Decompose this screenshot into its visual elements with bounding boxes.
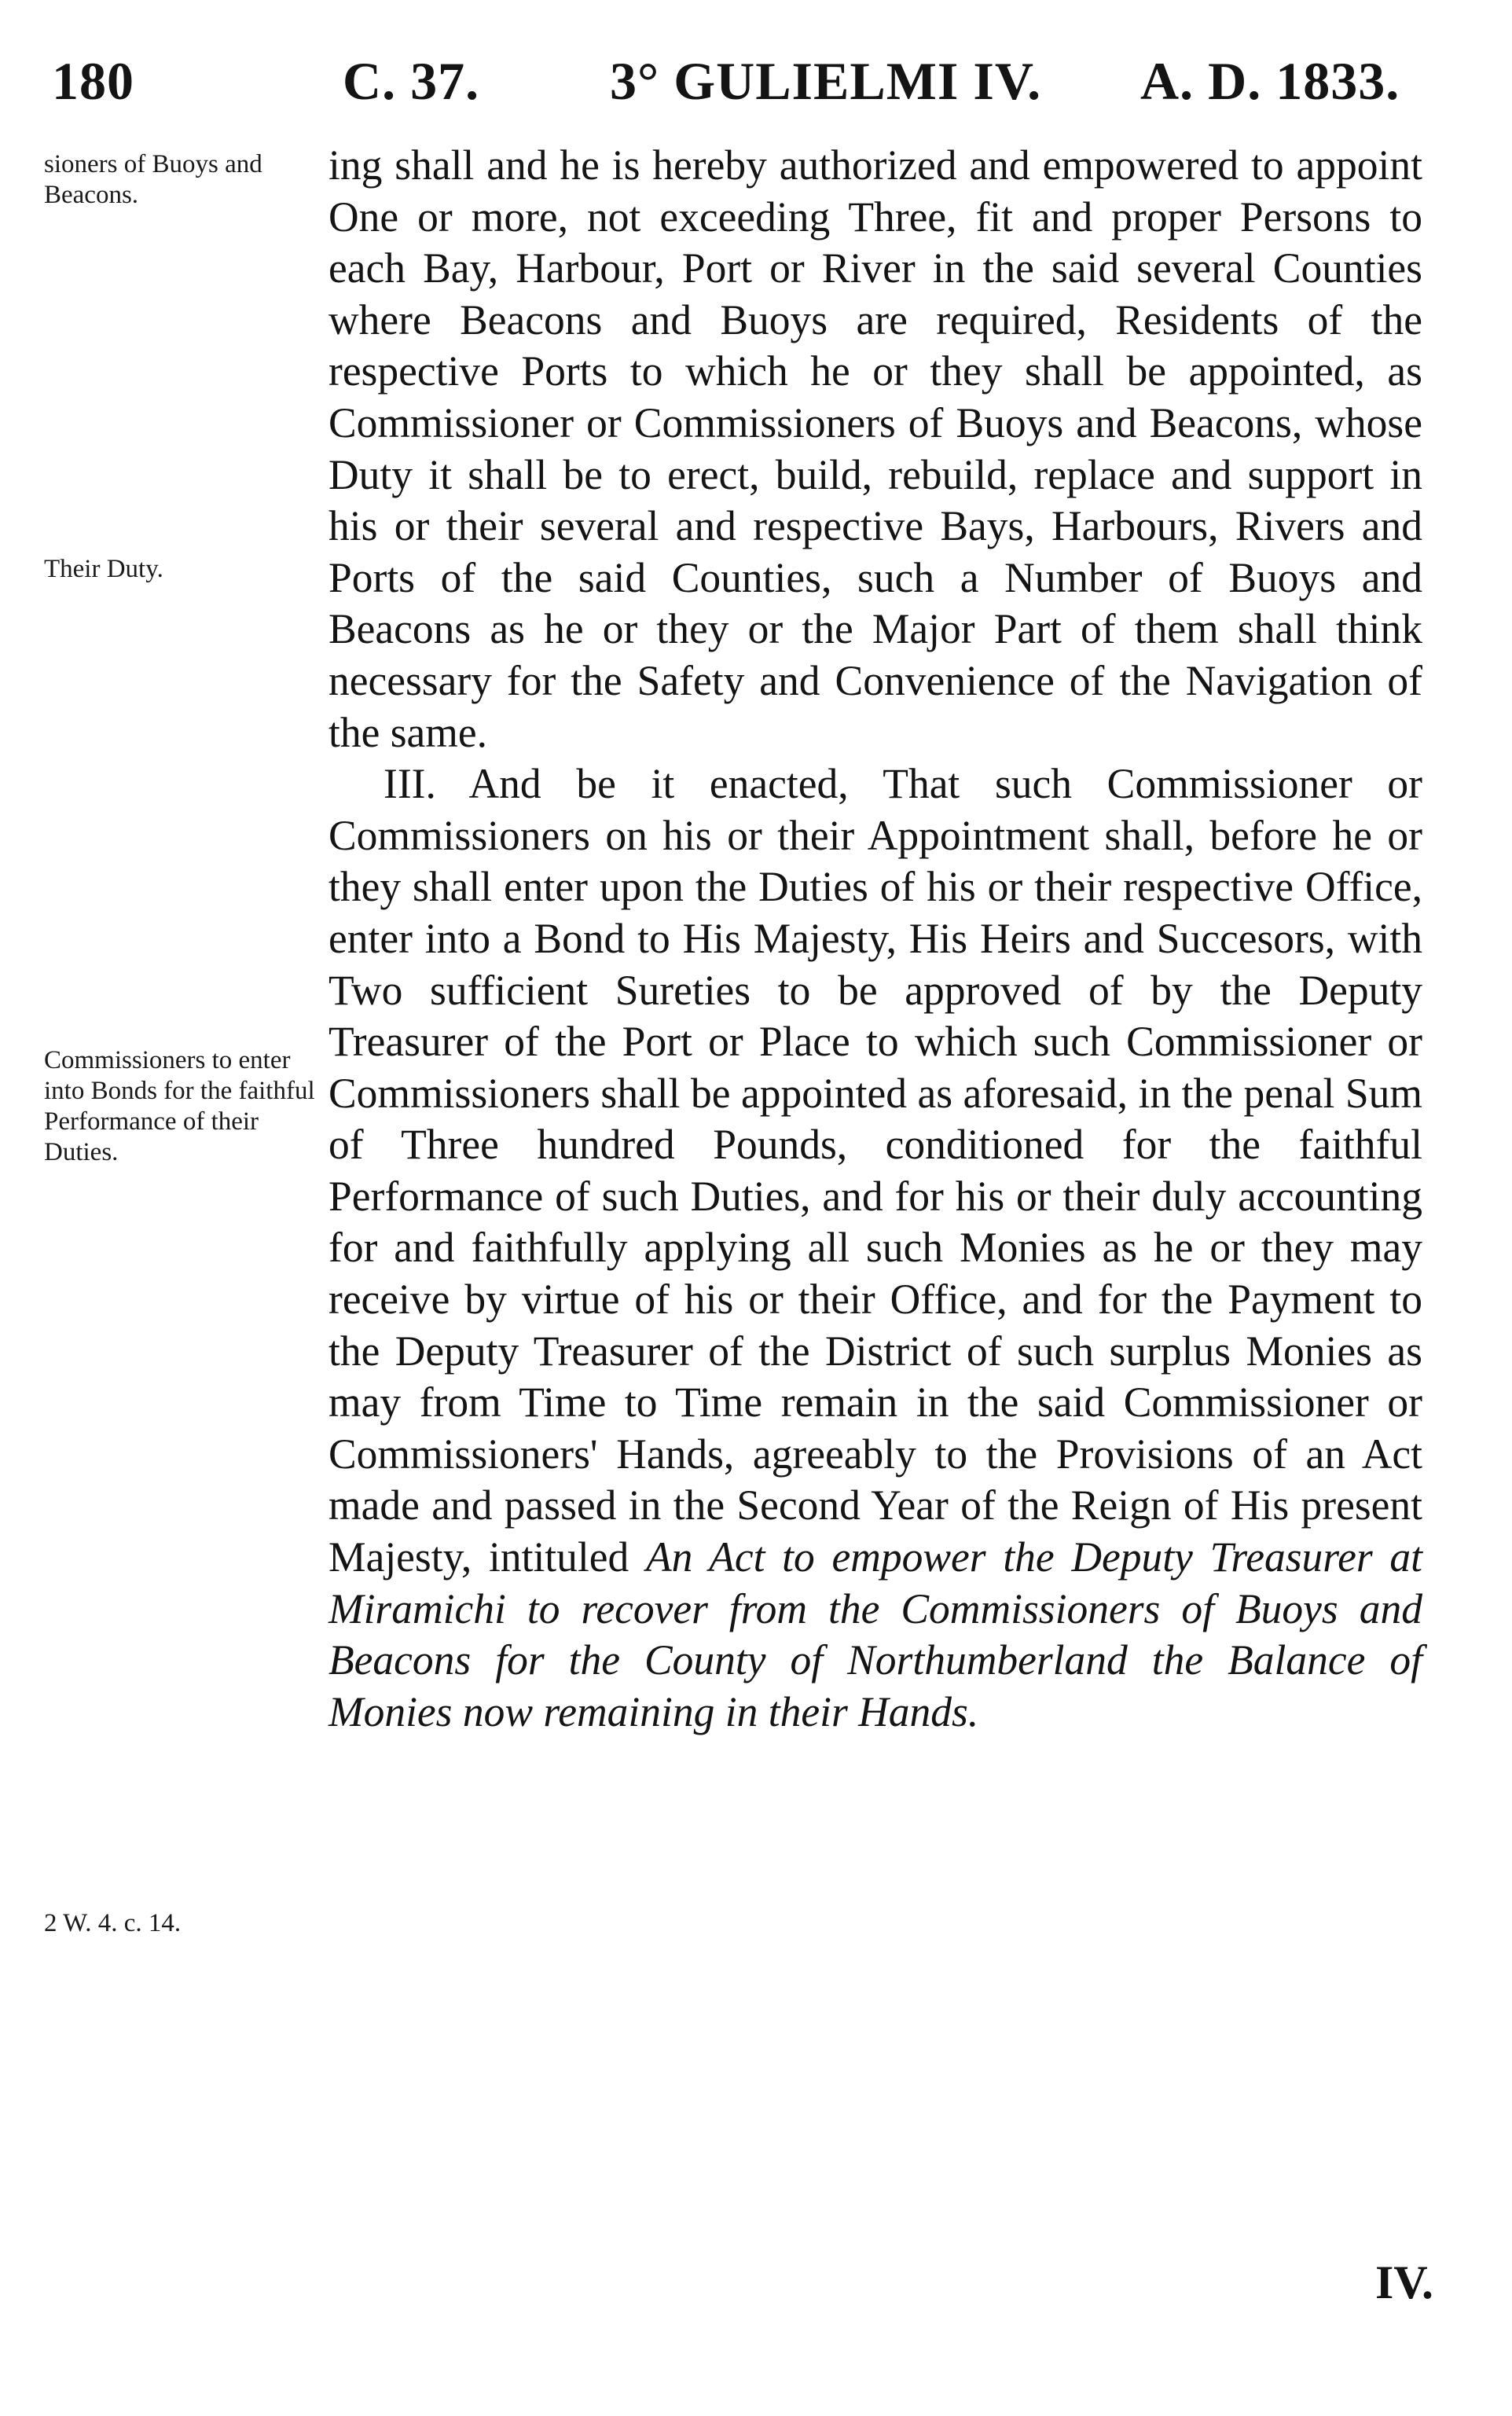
chapter-number: C. 37. xyxy=(343,51,480,111)
running-header xyxy=(44,46,1451,116)
calendar-year: A. D. 1833. xyxy=(1140,51,1400,111)
margin-note-bonds: Commissioners to enter into Bonds for the faithful Performance of their Duties. xyxy=(44,1046,315,1166)
section-iii-text: III. And be it enacted, That such Commissioner or Commissioners on his or their Appointment shall, before he or they shall enter upon the Duties of his or their respective Office, enter into a Bond to His Majesty, His Heirs and Succesors, with Two sufficient Sureties to be approved of by the Deputy Treasurer of the Port or Place to which such Commissioner or Commissioners shall be appointed as aforesaid, in the penal Sum of Three hundred Pounds, conditioned for the faithful Performance of such Duties, and for his or their duly accounting for and faithfully applying all such Monies as he or they may receive by virtue of his or their Office, and for the Payment to the Deputy Treasurer of the District of such surplus Monies as may from Time to Time remain in the said Commissioner or Commissioners' Hands, agreeably to the Provisions of an Act made and passed in the Second Year of the Reign of His present Majesty, intituled xyxy=(328,760,1422,1581)
margin-note-citation: 2 W. 4. c. 14. xyxy=(44,1909,182,1937)
paragraph-section-iii xyxy=(328,758,1422,1738)
catchword: IV. xyxy=(1375,2256,1433,2308)
page-number: 180 xyxy=(52,51,134,111)
paragraph-continuation: ing shall and he is hereby authorized and empowered to appoint One or more, not exceeding Three, fit and proper Persons to each Bay, Harbour, Port or River in the said several Counties where Beacons and Buoys are required, Residents of the respective Ports to which he or they shall be appointed, as Commissioner or Commissioners of Buoys and Beacons, whose Duty it shall be to erect, build, rebuild, replace and support in his or their several and respective Bays, Harbours, Rivers and Ports of the said Counties, such a Number of Buoys and Beacons as he or they or the Major Part of them shall think necessary for the Safety and Convenience of the Navigation of the same. xyxy=(328,141,1422,756)
regnal-year: 3° GULIELMI IV. xyxy=(610,51,1042,111)
statute-body xyxy=(328,140,1422,1738)
margin-note-their-duty: Their Duty. xyxy=(44,555,163,583)
act-title-italic: An Act to empower the Deputy Treasurer at Miramichi to recover from the Commissioners of Buoys and Beacons for the County of Northumberland the Balance of Monies now remaining in their Hands. xyxy=(328,1533,1423,1735)
margin-note-buoys-beacons: sioners of Buoys and Beacons. xyxy=(44,150,262,209)
